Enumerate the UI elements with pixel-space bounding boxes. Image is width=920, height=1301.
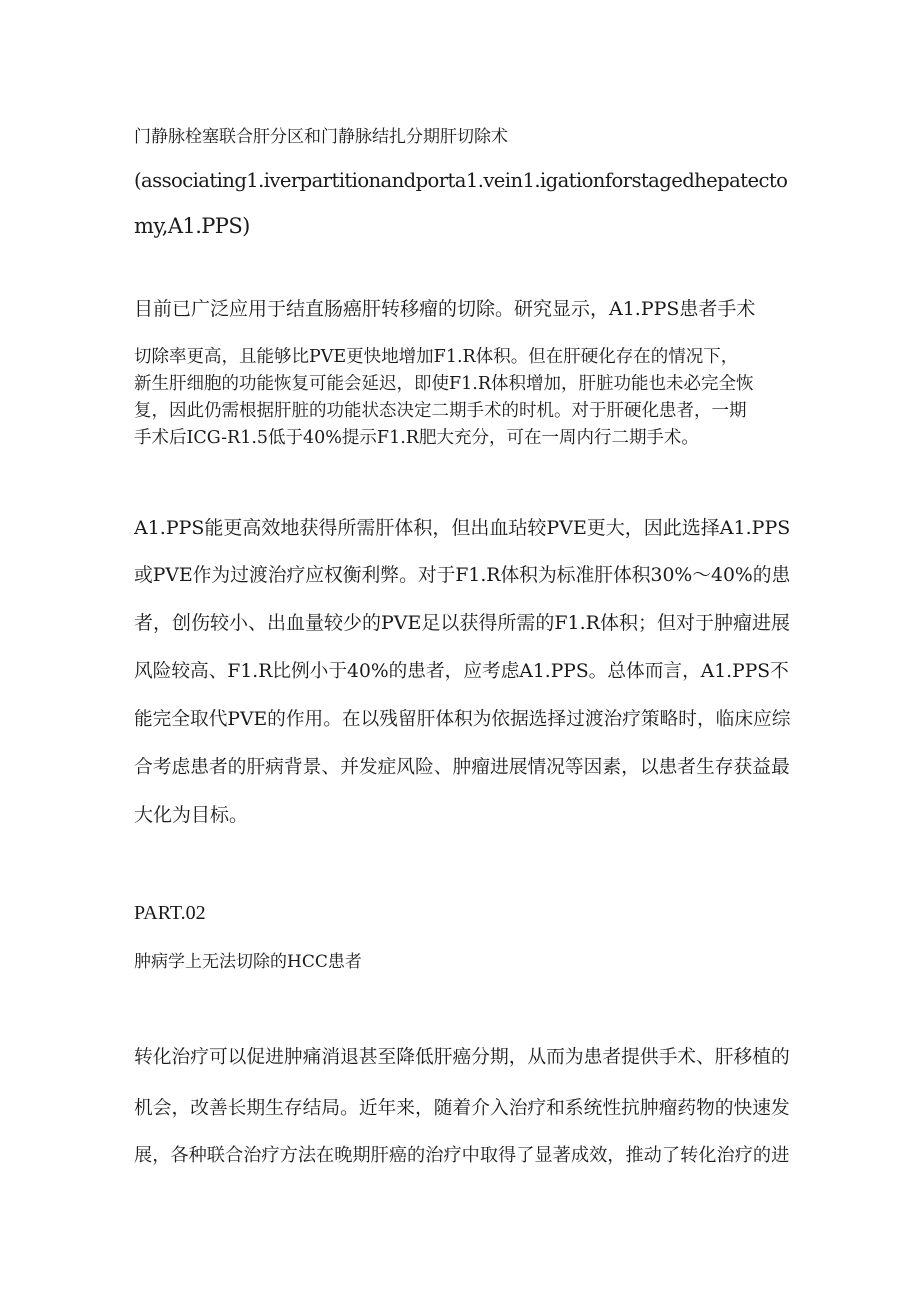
paragraph-2-line-6: 合考虑患者的肝病背景、并发症风险、肿瘤进展情况等因素，以患者生存获益最 — [134, 757, 790, 778]
paragraph-3-line-2: 机会，改善长期生存结局。近年来，随着介入治疗和系统性抗肿瘤药物的快速发 — [134, 1098, 790, 1119]
paragraph-2-line-7: 大化为目标。 — [134, 804, 249, 826]
document-title-line-2: (associating1.iverpartitionandporta1.vein1.igationforstagedhepatecto — [134, 169, 788, 192]
paragraph-1-line-2: 切除率更高，且能够比PVE更快地增加F1.R体积。但在肝硬化存在的情况下， — [134, 347, 739, 367]
section-heading: PART.02 — [134, 902, 206, 924]
paragraph-1-line-3: 新生肝细胞的功能恢复可能会延迟，即使F1.R体积增加，肝脏功能也未必完全恢 — [134, 374, 754, 394]
paragraph-1-line-1: 目前已广泛应用于结直肠癌肝转移瘤的切除。研究显示，A1.PPS患者手术 — [134, 298, 756, 320]
paragraph-3-line-1: 转化治疗可以促进肿痛消退甚至降低肝癌分期，从而为患者提供手术、肝移植的 — [134, 1047, 790, 1068]
section-subheading: 肿病学上无法切除的HCC患者 — [134, 952, 362, 972]
paragraph-3-line-3: 展，各种联合治疗方法在晚期肝癌的治疗中取得了显著成效，推动了转化治疗的进 — [134, 1145, 790, 1166]
paragraph-2-line-1: A1.PPS能更高效地获得所需肝体积，但出血玷较PVE更大，因此选择A1.PPS — [134, 517, 791, 539]
paragraph-1-line-4: 复，因此仍需根据肝脏的功能状态决定二期手术的时机。对于肝硬化患者，一期 — [134, 401, 747, 421]
document-title-line-1: 门静脉栓塞联合肝分区和门静脉结扎分期肝切除术 — [134, 127, 508, 147]
paragraph-1-line-5: 手术后ICG-R1.5低于40%提示F1.R肥大充分，可在一周内行二期手术。 — [134, 428, 699, 448]
paragraph-2-line-3: 者，创伤较小、出血量较少的PVE足以获得所需的F1.R体积；但对于肿瘤进展 — [134, 612, 790, 634]
paragraph-2-line-2: 或PVE作为过渡治疗应权衡利弊。对于F1.R体积为标准肝体积30%～40%的患 — [134, 565, 791, 586]
paragraph-2-line-5: 能完全取代PVE的作用。在以残留肝体积为依据选择过渡治疗策略时，临床应综 — [134, 709, 791, 730]
paragraph-2-line-4: 风险较高、F1.R比例小于40%的患者，应考虑A1.PPS。总体而言，A1.PPS不 — [134, 661, 789, 682]
document-title-line-3: my,A1.PPS) — [134, 214, 250, 238]
